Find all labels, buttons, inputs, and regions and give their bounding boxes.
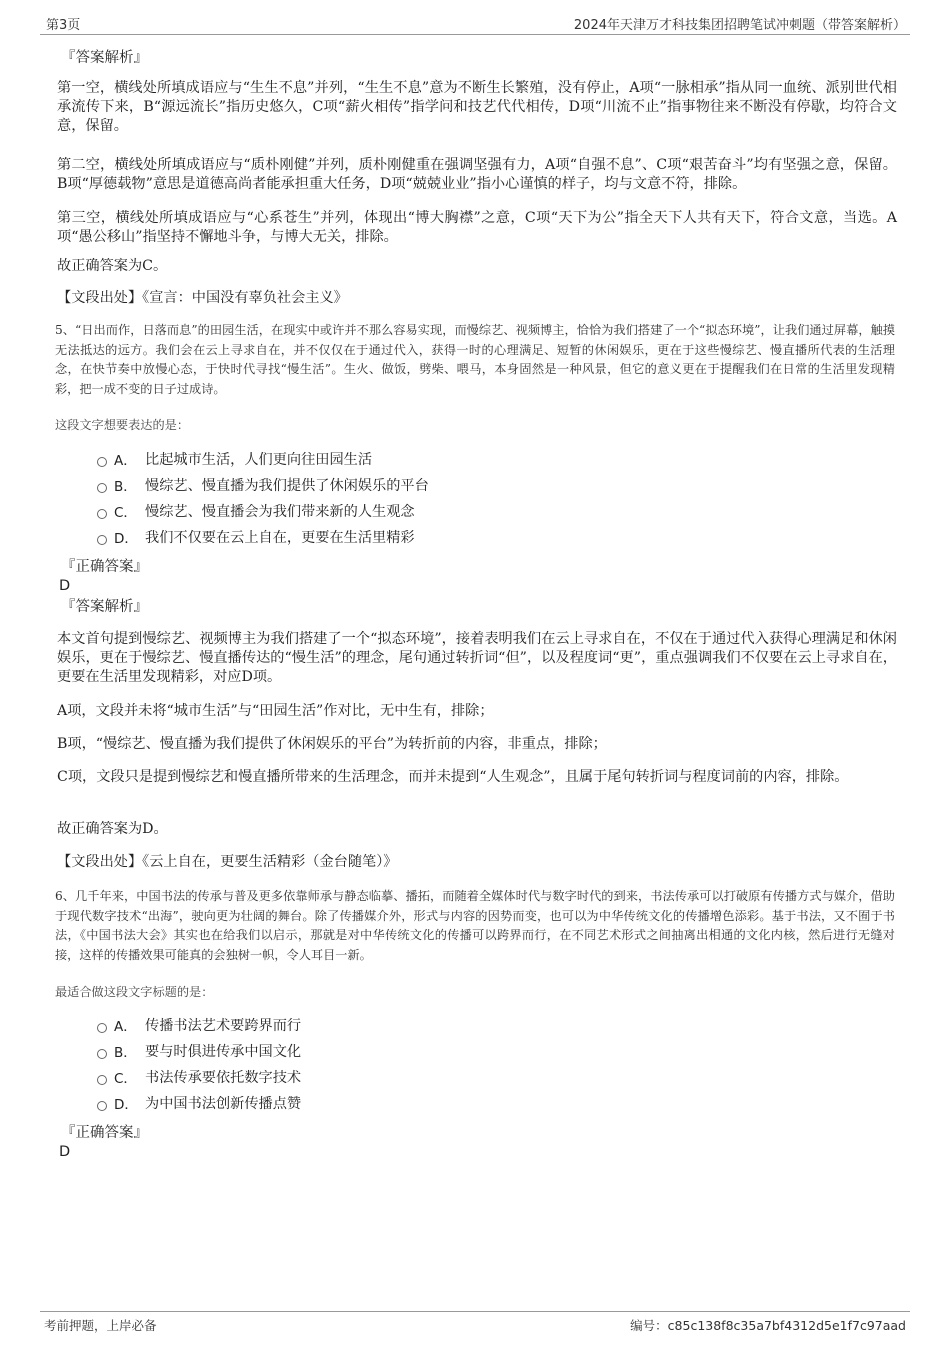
- radio-icon[interactable]: [97, 509, 107, 519]
- radio-icon[interactable]: [97, 1075, 107, 1085]
- q6-options: [57, 1016, 877, 1120]
- q5-option-c[interactable]: C． 慢综艺、慢直播会为我们带来新的人生观念: [57, 502, 877, 528]
- q5-option-b[interactable]: B． 慢综艺、慢直播为我们提供了休闲娱乐的平台: [57, 476, 877, 502]
- q5-analysis-p3: B项，“慢综艺、慢直播为我们提供了休闲娱乐的平台”为转折前的内容，非重点，排除；: [57, 736, 607, 752]
- q4-analysis-p1: 第一空，横线处所填成语应与“生生不息”并列，“生生不息”意为不断生长繁殖，没有停止，A项“一脉相承”指从同一血统、派别世代相承流传下来，B“源远流长”指历史悠久，C项“薪火相传”指学问和技艺代代相传，D项“川流不止”指事物往来不断没有停歇，均符合文意，保留。: [57, 80, 897, 134]
- radio-icon[interactable]: [97, 1023, 107, 1033]
- q6-option-c[interactable]: C． 书法传承要依托数字技术: [57, 1068, 877, 1094]
- q4-analysis-label: 『答案解析』: [61, 50, 148, 66]
- page-footer: [40, 1311, 910, 1336]
- q5-analysis-conclusion: 故正确答案为D。: [57, 821, 168, 837]
- q6-option-a[interactable]: A． 传播书法艺术要跨界而行: [57, 1016, 877, 1042]
- page-number: 第3页: [46, 18, 81, 33]
- q4-analysis-conclusion: 故正确答案为C。: [57, 258, 168, 274]
- q5-answer-label: 『正确答案』: [61, 559, 148, 575]
- q6-option-d[interactable]: D． 为中国书法创新传播点赞: [57, 1094, 877, 1120]
- page-header: [40, 10, 910, 35]
- footer-slogan: 考前押题，上岸必备: [44, 1318, 157, 1333]
- radio-icon[interactable]: [97, 457, 107, 467]
- q5-source: 【文段出处】《云上自在，更要生活精彩（金台随笔）》: [57, 854, 398, 870]
- q6-stem: 6、几千年来，中国书法的传承与普及更多依靠师承与静态临摹、播拓，而随着全媒体时代与数字时代的到来，书法传承可以打破原有传播方式与媒介，借助于现代数字技术“出海”，驶向更为壮阔的舞台。除了传播媒介外，形式与内容的因势而变，也可以为中华传统文化的传播增色添彩。基于书法，又不囿于书法，《中国书法大会》其实也在给我们以启示，那就是对中华传统文化的传播可以跨界而行，在不同艺术形式之间抽离出相通的文化内核，然后进行无缝对接，这样的传播效果可能真的会独树一帜，令人耳目一新。: [55, 889, 895, 962]
- radio-icon[interactable]: [97, 483, 107, 493]
- q4-analysis-p2: 第二空，横线处所填成语应与“质朴刚健”并列，质朴刚健重在强调坚强有力，A项“自强不息”、C项“艰苦奋斗”均有坚强之意，保留。B项“厚德载物”意思是道德高尚者能承担重大任务，D项“兢兢业业”指小心谨慎的样子，均与文意不符，排除。: [57, 157, 897, 192]
- q5-answer: D: [59, 578, 71, 594]
- q6-answer-label: 『正确答案』: [61, 1125, 148, 1141]
- q4-source: 【文段出处】《宣言：中国没有辜负社会主义》: [57, 290, 348, 306]
- q6-prompt: 最适合做这段文字标题的是：: [55, 985, 214, 999]
- q5-analysis-label: 『答案解析』: [61, 599, 148, 615]
- radio-icon[interactable]: [97, 535, 107, 545]
- document-title: 2024年天津万才科技集团招聘笔试冲刺题（带答案解析）: [573, 18, 906, 33]
- q5-option-d[interactable]: D． 我们不仅要在云上自在，更要在生活里精彩: [57, 528, 877, 554]
- radio-icon[interactable]: [97, 1101, 107, 1111]
- q4-analysis-p3: 第三空，横线处所填成语应与“心系苍生”并列，体现出“博大胸襟”之意，C项“天下为公”指全天下人共有天下，符合文意，当选。A项“愚公移山”指坚持不懈地斗争，与博大无关，排除。: [57, 210, 897, 245]
- q5-analysis-p1: 本文首句提到慢综艺、视频博主为我们搭建了一个“拟态环境”，接着表明我们在云上寻求自在，不仅在于通过代入获得心理满足和休闲娱乐，更在于慢综艺、慢直播传达的“慢生活”的理念，尾句通过转折词“但”，以及程度词“更”，重点强调我们不仅要在云上寻求自在，更要在生活里发现精彩，对应D项。: [57, 631, 897, 685]
- q5-options: [57, 450, 877, 554]
- q5-analysis-p4: C项，文段只是提到慢综艺和慢直播所带来的生活理念，而并未提到“人生观念”，且属于尾句转折词与程度词前的内容，排除。: [57, 769, 849, 785]
- q5-stem: 5、“日出而作，日落而息”的田园生活，在现实中或许并不那么容易实现，而慢综艺、视频博主，恰恰为我们搭建了一个“拟态环境”，让我们通过屏幕，触摸无法抵达的远方。我们会在云上寻求自在，并不仅仅在于通过代入，获得一时的心理满足、短暂的休闲娱乐，更在于这些慢综艺、慢直播所代表的生活理念，在快节奏中放慢心态，于快时代寻找“慢生活”。生火、做饭，劈柴、喂马，本身固然是一种风景，但它的意义更在于提醒我们在日常的生活里发现精彩，把一成不变的日子过成诗。: [55, 323, 895, 396]
- q5-analysis-p2: A项，文段并未将“城市生活”与“田园生活”作对比，无中生有，排除；: [57, 703, 494, 719]
- document-code: 编号：c85c138f8c35a7bf4312d5e1f7c97aad: [630, 1318, 906, 1333]
- q5-prompt: 这段文字想要表达的是：: [55, 418, 190, 432]
- q6-answer: D: [59, 1144, 71, 1160]
- q5-option-a[interactable]: A． 比起城市生活，人们更向往田园生活: [57, 450, 877, 476]
- q6-option-b[interactable]: B． 要与时俱进传承中国文化: [57, 1042, 877, 1068]
- radio-icon[interactable]: [97, 1049, 107, 1059]
